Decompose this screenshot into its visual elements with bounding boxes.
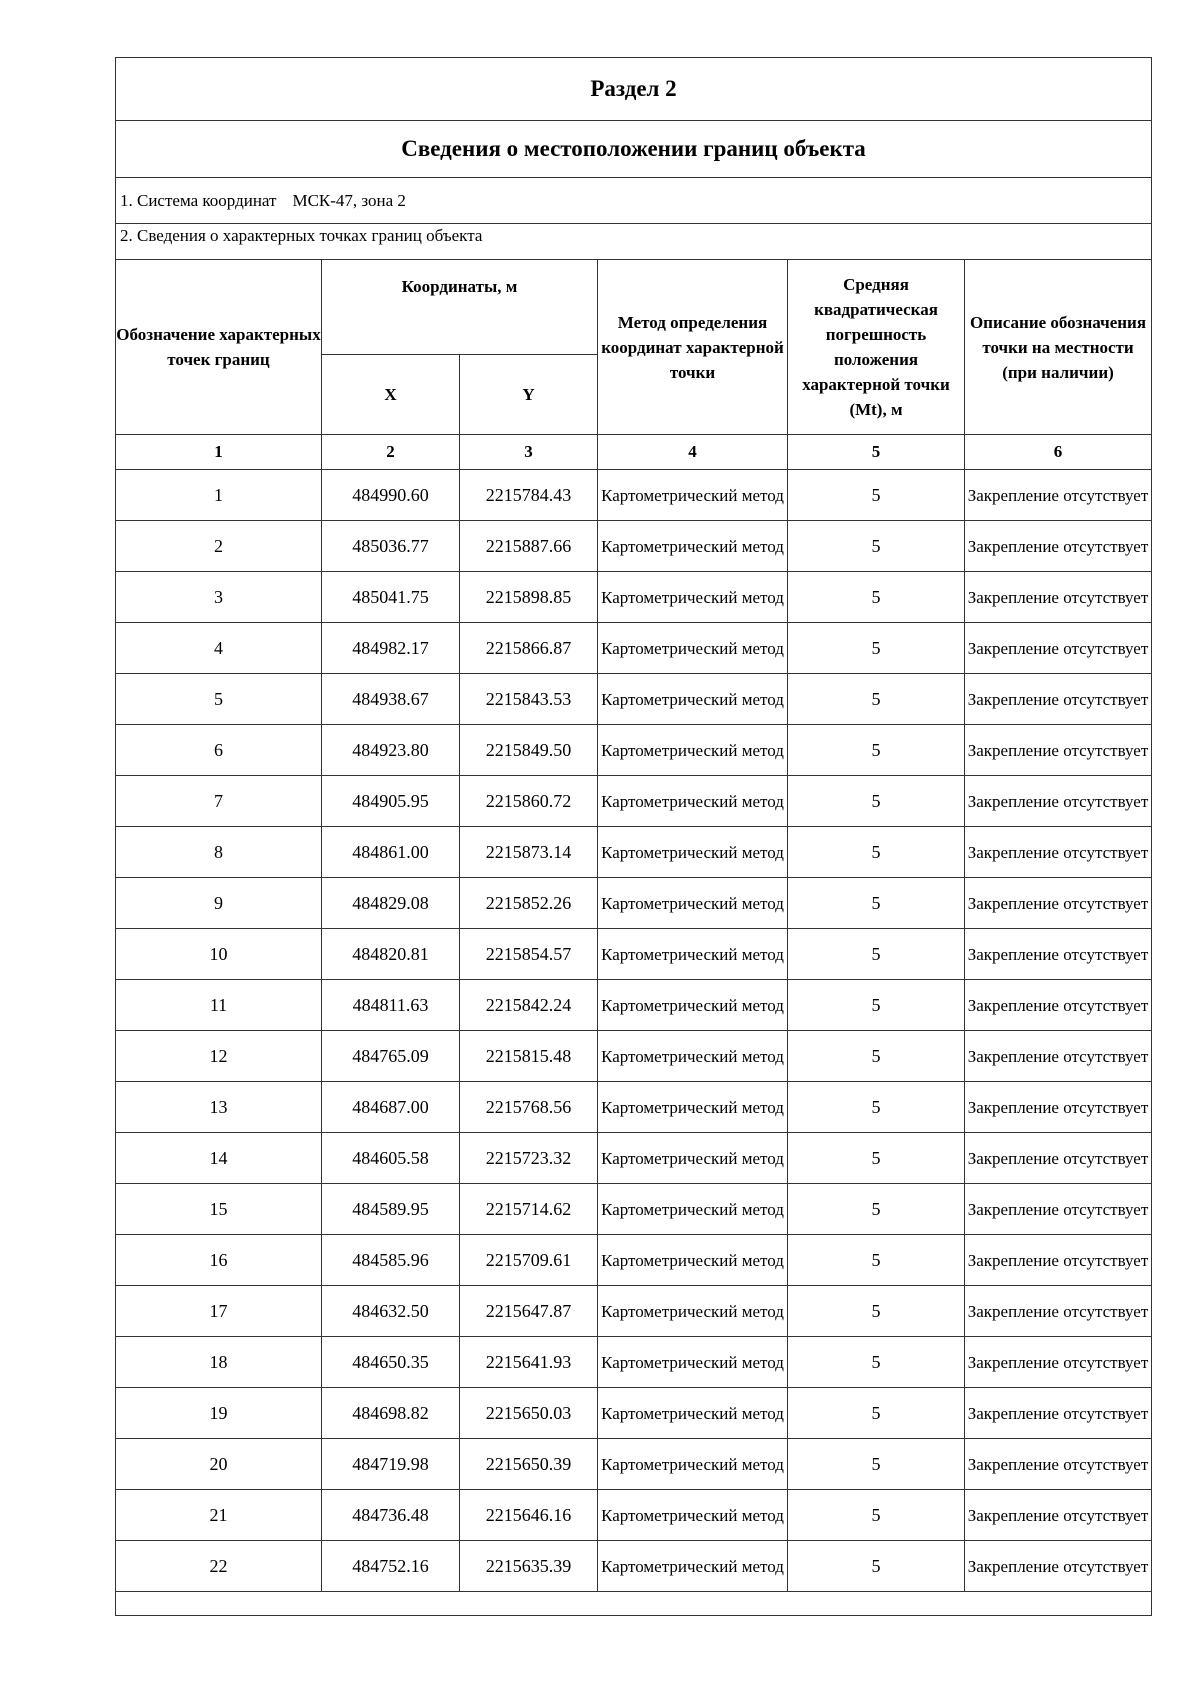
section-title: Раздел 2	[116, 58, 1152, 121]
header-error: Средняя квадратическая погрешность положения характерной точки (Mt), м	[788, 260, 965, 435]
x-coordinate-cell: 485036.77	[322, 521, 460, 572]
point-number-cell: 20	[116, 1439, 322, 1490]
x-coordinate-cell: 484923.80	[322, 725, 460, 776]
point-number-cell: 17	[116, 1286, 322, 1337]
point-number-cell: 15	[116, 1184, 322, 1235]
mt-cell: 5	[788, 674, 965, 725]
point-number-cell: 8	[116, 827, 322, 878]
y-coordinate-cell: 2215843.53	[460, 674, 598, 725]
column-number: 6	[965, 435, 1152, 470]
x-coordinate-cell: 484719.98	[322, 1439, 460, 1490]
description-cell: Закрепление отсутствует	[965, 878, 1152, 929]
method-cell: Картометрический метод	[598, 1031, 788, 1082]
mt-cell: 5	[788, 1133, 965, 1184]
point-number-cell: 4	[116, 623, 322, 674]
header-point-name: Обозначение характерных точек границ	[116, 260, 322, 435]
point-number-cell: 5	[116, 674, 322, 725]
table-row	[116, 878, 1152, 929]
point-number-cell: 18	[116, 1337, 322, 1388]
table-row	[116, 1490, 1152, 1541]
table-row	[116, 1031, 1152, 1082]
header-description: Описание обозначения точки на местности (при наличии)	[965, 260, 1152, 435]
mt-cell: 5	[788, 1235, 965, 1286]
mt-cell: 5	[788, 1541, 965, 1592]
table-row	[116, 1133, 1152, 1184]
x-coordinate-cell: 484605.58	[322, 1133, 460, 1184]
mt-cell: 5	[788, 1031, 965, 1082]
method-cell: Картометрический метод	[598, 1490, 788, 1541]
point-number-cell: 9	[116, 878, 322, 929]
y-coordinate-cell: 2215768.56	[460, 1082, 598, 1133]
method-cell: Картометрический метод	[598, 929, 788, 980]
method-cell: Картометрический метод	[598, 1133, 788, 1184]
description-cell: Закрепление отсутствует	[965, 980, 1152, 1031]
y-coordinate-cell: 2215852.26	[460, 878, 598, 929]
table-row	[116, 929, 1152, 980]
table-row	[116, 725, 1152, 776]
mt-cell: 5	[788, 929, 965, 980]
description-cell: Закрепление отсутствует	[965, 1133, 1152, 1184]
x-coordinate-cell: 484585.96	[322, 1235, 460, 1286]
column-number: 3	[460, 435, 598, 470]
document-subtitle: Сведения о местоположении границ объекта	[116, 121, 1152, 178]
method-cell: Картометрический метод	[598, 470, 788, 521]
y-coordinate-cell: 2215709.61	[460, 1235, 598, 1286]
mt-cell: 5	[788, 827, 965, 878]
coord-system-label: 1. Система координат	[120, 190, 277, 210]
method-cell: Картометрический метод	[598, 1439, 788, 1490]
x-coordinate-cell: 484687.00	[322, 1082, 460, 1133]
point-number-cell: 19	[116, 1388, 322, 1439]
table-row	[116, 1235, 1152, 1286]
header-method: Метод определения координат характерной точки	[598, 260, 788, 435]
y-coordinate-cell: 2215866.87	[460, 623, 598, 674]
table-row	[116, 776, 1152, 827]
y-coordinate-cell: 2215873.14	[460, 827, 598, 878]
point-number-cell: 2	[116, 521, 322, 572]
column-numbers-row	[116, 435, 1152, 470]
description-cell: Закрепление отсутствует	[965, 1184, 1152, 1235]
mt-cell: 5	[788, 776, 965, 827]
y-coordinate-cell: 2215650.39	[460, 1439, 598, 1490]
table-row	[116, 572, 1152, 623]
mt-cell: 5	[788, 1082, 965, 1133]
y-coordinate-cell: 2215723.32	[460, 1133, 598, 1184]
table-row	[116, 623, 1152, 674]
method-cell: Картометрический метод	[598, 1541, 788, 1592]
x-coordinate-cell: 484938.67	[322, 674, 460, 725]
description-cell: Закрепление отсутствует	[965, 572, 1152, 623]
header-coordinates: Координаты, м	[322, 260, 598, 355]
method-cell: Картометрический метод	[598, 1082, 788, 1133]
x-coordinate-cell: 484736.48	[322, 1490, 460, 1541]
x-coordinate-cell: 484811.63	[322, 980, 460, 1031]
table-row	[116, 1184, 1152, 1235]
description-cell: Закрепление отсутствует	[965, 929, 1152, 980]
y-coordinate-cell: 2215646.16	[460, 1490, 598, 1541]
method-cell: Картометрический метод	[598, 1337, 788, 1388]
mt-cell: 5	[788, 1388, 965, 1439]
document-page	[115, 57, 1151, 1616]
point-number-cell: 7	[116, 776, 322, 827]
description-cell: Закрепление отсутствует	[965, 623, 1152, 674]
point-number-cell: 10	[116, 929, 322, 980]
mt-cell: 5	[788, 878, 965, 929]
description-cell: Закрепление отсутствует	[965, 1082, 1152, 1133]
method-cell: Картометрический метод	[598, 980, 788, 1031]
table-row	[116, 980, 1152, 1031]
y-coordinate-cell: 2215784.43	[460, 470, 598, 521]
coord-system-line	[116, 178, 1152, 224]
point-number-cell: 14	[116, 1133, 322, 1184]
empty-footer-row	[116, 1592, 1152, 1616]
method-cell: Картометрический метод	[598, 827, 788, 878]
x-coordinate-cell: 484589.95	[322, 1184, 460, 1235]
table-row	[116, 1337, 1152, 1388]
x-coordinate-cell: 485041.75	[322, 572, 460, 623]
column-number: 1	[116, 435, 322, 470]
mt-cell: 5	[788, 980, 965, 1031]
y-coordinate-cell: 2215854.57	[460, 929, 598, 980]
point-number-cell: 13	[116, 1082, 322, 1133]
table-row	[116, 827, 1152, 878]
description-cell: Закрепление отсутствует	[965, 1439, 1152, 1490]
x-coordinate-cell: 484820.81	[322, 929, 460, 980]
column-number: 4	[598, 435, 788, 470]
description-cell: Закрепление отсутствует	[965, 827, 1152, 878]
mt-cell: 5	[788, 1184, 965, 1235]
method-cell: Картометрический метод	[598, 1184, 788, 1235]
point-number-cell: 6	[116, 725, 322, 776]
y-coordinate-cell: 2215849.50	[460, 725, 598, 776]
point-number-cell: 21	[116, 1490, 322, 1541]
description-cell: Закрепление отсутствует	[965, 1337, 1152, 1388]
table-row	[116, 1388, 1152, 1439]
table-row	[116, 1286, 1152, 1337]
y-coordinate-cell: 2215860.72	[460, 776, 598, 827]
coord-system-value: МСК-47, зона 2	[292, 190, 406, 210]
y-coordinate-cell: 2215635.39	[460, 1541, 598, 1592]
table-row	[116, 674, 1152, 725]
x-coordinate-cell: 484698.82	[322, 1388, 460, 1439]
description-cell: Закрепление отсутствует	[965, 470, 1152, 521]
method-cell: Картометрический метод	[598, 1388, 788, 1439]
description-cell: Закрепление отсутствует	[965, 1286, 1152, 1337]
y-coordinate-cell: 2215650.03	[460, 1388, 598, 1439]
header-x: X	[322, 355, 460, 435]
x-coordinate-cell: 484752.16	[322, 1541, 460, 1592]
column-number: 2	[322, 435, 460, 470]
description-cell: Закрепление отсутствует	[965, 776, 1152, 827]
description-cell: Закрепление отсутствует	[965, 1388, 1152, 1439]
y-coordinate-cell: 2215815.48	[460, 1031, 598, 1082]
y-coordinate-cell: 2215842.24	[460, 980, 598, 1031]
table-row	[116, 521, 1152, 572]
method-cell: Картометрический метод	[598, 878, 788, 929]
x-coordinate-cell: 484861.00	[322, 827, 460, 878]
description-cell: Закрепление отсутствует	[965, 521, 1152, 572]
points-section-label: 2. Сведения о характерных точках границ объекта	[116, 224, 1152, 260]
method-cell: Картометрический метод	[598, 521, 788, 572]
method-cell: Картометрический метод	[598, 572, 788, 623]
x-coordinate-cell: 484905.95	[322, 776, 460, 827]
mt-cell: 5	[788, 1286, 965, 1337]
x-coordinate-cell: 484765.09	[322, 1031, 460, 1082]
point-number-cell: 3	[116, 572, 322, 623]
y-coordinate-cell: 2215887.66	[460, 521, 598, 572]
method-cell: Картометрический метод	[598, 1235, 788, 1286]
description-cell: Закрепление отсутствует	[965, 1490, 1152, 1541]
description-cell: Закрепление отсутствует	[965, 674, 1152, 725]
point-number-cell: 1	[116, 470, 322, 521]
column-number: 5	[788, 435, 965, 470]
mt-cell: 5	[788, 725, 965, 776]
method-cell: Картометрический метод	[598, 674, 788, 725]
method-cell: Картометрический метод	[598, 623, 788, 674]
method-cell: Картометрический метод	[598, 1286, 788, 1337]
table-row	[116, 1541, 1152, 1592]
empty-cell	[116, 1592, 1152, 1616]
table-row	[116, 470, 1152, 521]
mt-cell: 5	[788, 623, 965, 674]
boundary-points-table	[115, 57, 1152, 1616]
x-coordinate-cell: 484632.50	[322, 1286, 460, 1337]
mt-cell: 5	[788, 572, 965, 623]
point-number-cell: 22	[116, 1541, 322, 1592]
description-cell: Закрепление отсутствует	[965, 1235, 1152, 1286]
table-row	[116, 1439, 1152, 1490]
description-cell: Закрепление отсутствует	[965, 1031, 1152, 1082]
x-coordinate-cell: 484990.60	[322, 470, 460, 521]
y-coordinate-cell: 2215898.85	[460, 572, 598, 623]
mt-cell: 5	[788, 1337, 965, 1388]
mt-cell: 5	[788, 1490, 965, 1541]
mt-cell: 5	[788, 1439, 965, 1490]
x-coordinate-cell: 484650.35	[322, 1337, 460, 1388]
description-cell: Закрепление отсутствует	[965, 1541, 1152, 1592]
method-cell: Картометрический метод	[598, 725, 788, 776]
x-coordinate-cell: 484982.17	[322, 623, 460, 674]
y-coordinate-cell: 2215714.62	[460, 1184, 598, 1235]
method-cell: Картометрический метод	[598, 776, 788, 827]
table-row	[116, 1082, 1152, 1133]
header-y: Y	[460, 355, 598, 435]
description-cell: Закрепление отсутствует	[965, 725, 1152, 776]
x-coordinate-cell: 484829.08	[322, 878, 460, 929]
y-coordinate-cell: 2215647.87	[460, 1286, 598, 1337]
point-number-cell: 16	[116, 1235, 322, 1286]
mt-cell: 5	[788, 521, 965, 572]
y-coordinate-cell: 2215641.93	[460, 1337, 598, 1388]
point-number-cell: 11	[116, 980, 322, 1031]
point-number-cell: 12	[116, 1031, 322, 1082]
mt-cell: 5	[788, 470, 965, 521]
